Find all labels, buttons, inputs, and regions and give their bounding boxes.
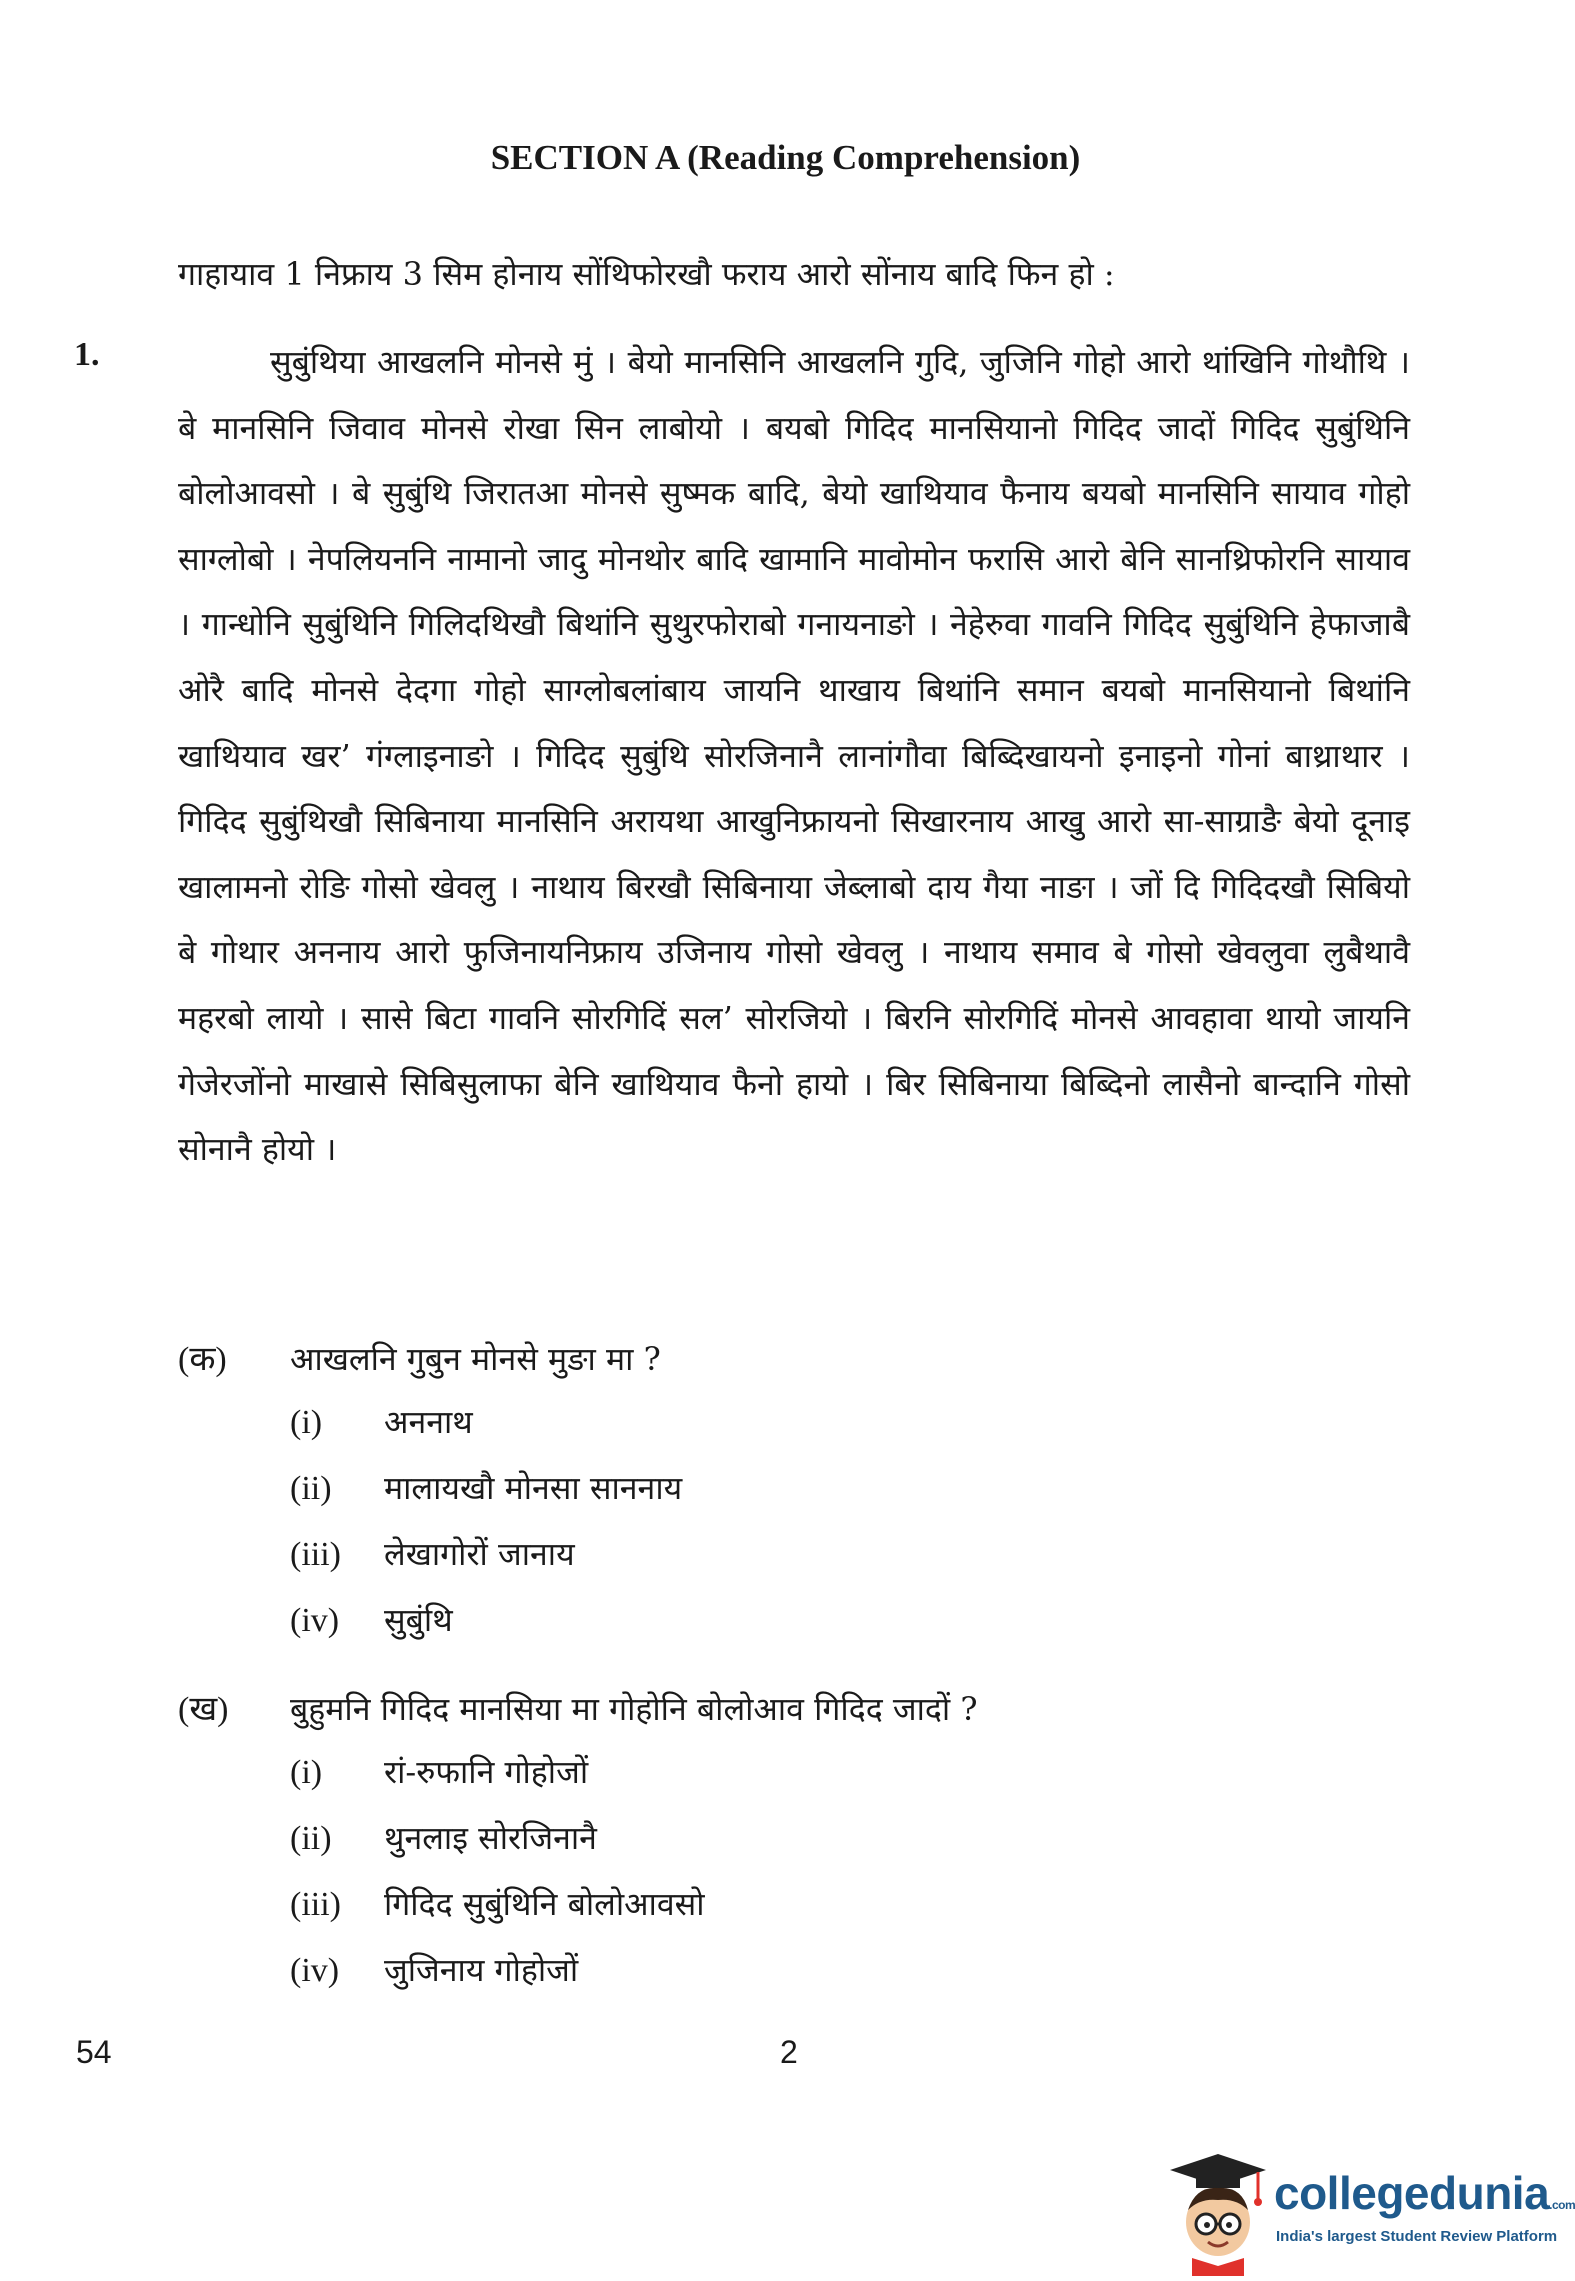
question-number: 1. [74,336,100,373]
sub-question-text: आखलनि गुबुन मोनसे मुङा मा ? [290,1340,661,1378]
option-numeral: (iv) [290,1602,340,1639]
option-text: लेखागोरों जानाय [384,1535,575,1573]
sub-question-ka [178,1334,661,1380]
page-number: 2 [780,2034,798,2070]
option-item [290,1816,597,1859]
option-numeral: (iii) [290,1886,341,1923]
option-numeral: (ii) [290,1470,332,1507]
option-numeral: (i) [290,1754,323,1791]
sub-question-label: (ख) [178,1691,229,1728]
sub-question-label: (क) [178,1341,227,1378]
option-text: मालायखौ मोनसा साननाय [384,1469,683,1507]
sub-question-text: बुहुमनि गिदिद मानसिया मा गोहोनि बोलोआव गिदिद जादों ? [290,1690,978,1728]
mascot-icon [1166,2148,1270,2276]
option-text: रां-रुफानि गोहोजों [384,1753,589,1791]
option-item [290,1466,682,1509]
option-item [290,1750,588,1793]
option-item [290,1532,575,1575]
option-text: सुबुंथि [384,1601,453,1639]
option-numeral: (ii) [290,1820,332,1857]
option-text: थुनलाइ सोरजिनानै [384,1819,597,1857]
option-text: जुजिनाय गोहोजों [384,1951,579,1989]
logo-wordmark: collegedunia.com [1274,2167,1575,2219]
option-numeral: (iii) [290,1536,341,1573]
passage-text: सुबुंथिया आखलनि मोनसे मुं । बेयो मानसिनि आखलनि गुदि, जुजिनि गोहो आरो थांखिनि गोथौथि । बे मानसिनि जिवाव मोनसे रोखा सिन लाबोयो । बयबो गिदिद मानसियानो गिदिद जादों गिदिद सुबुंथिनि बोलोआवसो । बे सुबुंथि जिरातआ मोनसे सुष्मक बादि, बेयो खाथियाव फैनाय बयबो मानसिनि सायाव गोहो साग्लोबो । नेपलियननि नामानो जादु मोनथोर बादि खामानि मावोमोन फरासि आरो बेनि सानथ्रिफोरनि सायाव । गान्धोनि सुबुंथिनि गिलिदथिखौ बिथांनि सुथुरफोराबो गनायनाङो । नेहेरुवा गावनि गिदिद सुबुंथिनि हेफाजाबै ओरै बादि मोनसे देदगा गोहो साग्लोबलांबाय जायनि थाखाय बिथांनि समान बयबो मानसियानो बिथांनि खाथियाव खर’ गंग्लाइनाङो । गिदिद सुबुंथि सोरजिनानै लानांगौवा बिब्दिखायनो इनाइनो गोनां बाथ्राथार । गिदिद सुबुंथिखौ सिबिनाया मानसिनि अरायथा आखुनिफ्रायनो सिखारनाय आखु आरो सा-साग्राङै बेयो दूनाइ खालामनो रोङि गोसो खेवलु । नाथाय बिरखौ सिबिनाया जेब्लाबो दाय गैया नाङा । जों दि गिदिदखौ सिबियो बे गोथार अननाय आरो फुजिनायनिफ्राय उजिनाय गोसो खेवलु । नाथाय समाव बे गोसो खेवलुवा लुबैथावै महरबो लायो । सासे बिटा गावनि सोरगिदिं सल’ सोरजियो । बिरनि सोरगिदिं मोनसे आवहावा थायो जायनि गेजेरजोंनो माखासे सिबिसुलाफा बेनि खाथियाव फैनो हायो । बिर सिबिनाया बिब्दिनो लासैनो बान्दानि गोसो सोनानै होयो । [178,343,1410,1169]
section-title: SECTION A (Reading Comprehension) [490,138,1081,177]
collegedunia-logo [1166,2148,1575,2276]
logo-tagline: India's largest Student Review Platform [1276,2228,1558,2245]
instruction-text: गाहायाव 1 निफ्राय 3 सिम होनाय सोंथिफोरखौ फराय आरो सोंनाय बादि फिन हो : [178,255,1115,293]
option-text: अननाथ [384,1403,473,1441]
option-text: गिदिद सुबुंथिनि बोलोआवसो [384,1885,705,1923]
option-numeral: (i) [290,1404,323,1441]
option-item [290,1948,578,1991]
option-item [290,1400,473,1443]
option-item [290,1598,453,1641]
paper-code: 54 [76,2034,112,2070]
option-item [290,1882,705,1925]
option-numeral: (iv) [290,1952,340,1989]
sub-question-kha [178,1684,978,1730]
